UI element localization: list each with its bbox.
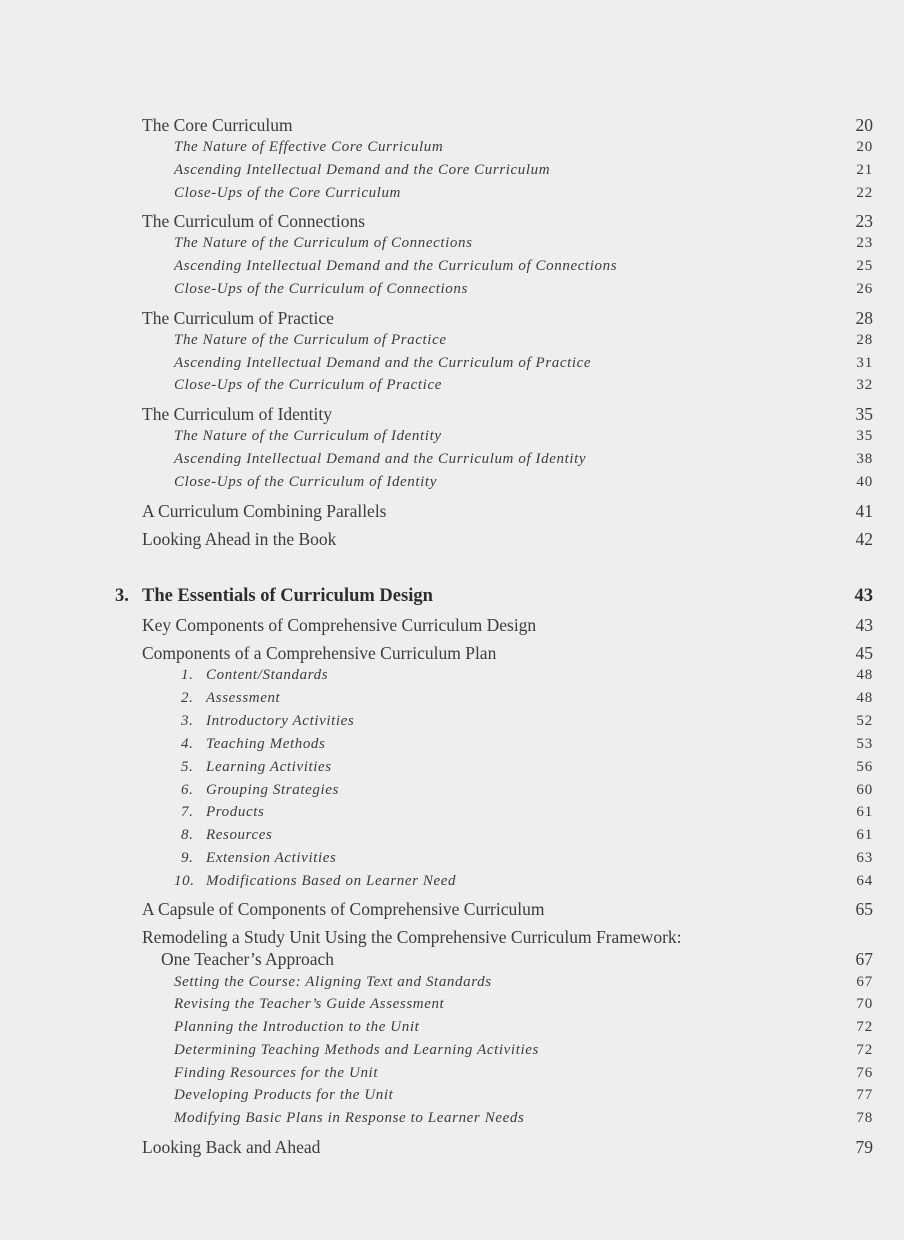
toc-subentry-number: 5. bbox=[181, 759, 194, 775]
toc-subentry bbox=[0, 713, 904, 735]
toc-entry-page: 43 bbox=[855, 615, 873, 635]
toc-subentry bbox=[0, 804, 904, 826]
toc-subentry bbox=[0, 355, 904, 377]
toc-entry bbox=[0, 211, 904, 233]
toc-subentry-page: 77 bbox=[856, 1087, 873, 1103]
toc-subentry-page: 76 bbox=[856, 1065, 873, 1081]
toc-entry bbox=[0, 615, 904, 637]
toc-subentry bbox=[0, 162, 904, 184]
toc-subentry bbox=[0, 782, 904, 804]
toc-subentry bbox=[0, 974, 904, 996]
toc-subentry-title: Resources bbox=[206, 827, 273, 843]
toc-entry bbox=[0, 643, 904, 665]
toc-subentry-page: 63 bbox=[856, 850, 873, 866]
toc-subentry-page: 52 bbox=[856, 713, 873, 729]
toc-subentry-title: Ascending Intellectual Demand and the Curriculum of Identity bbox=[174, 451, 587, 467]
toc-subentry-number: 7. bbox=[181, 804, 194, 820]
toc-subentry-title: Close-Ups of the Curriculum of Identity bbox=[174, 474, 437, 490]
toc-subentry-page: 26 bbox=[856, 281, 873, 297]
toc-subentry-page: 20 bbox=[856, 139, 873, 155]
toc-subentry bbox=[0, 1110, 904, 1132]
chapter-number: 3. bbox=[115, 586, 129, 606]
chapter-title: The Essentials of Curriculum Design bbox=[142, 586, 433, 606]
toc-subentry-page: 70 bbox=[856, 996, 873, 1012]
toc-subentry-page: 25 bbox=[856, 258, 873, 274]
toc-subentry-title: Ascending Intellectual Demand and the Core Curriculum bbox=[174, 162, 551, 178]
toc-subentry bbox=[0, 667, 904, 689]
toc-subentry bbox=[0, 451, 904, 473]
toc-subentry-title: Modifying Basic Plans in Response to Learner Needs bbox=[174, 1110, 525, 1126]
toc-entry-title: Key Components of Comprehensive Curriculum Design bbox=[142, 615, 537, 635]
toc-subentry-page: 61 bbox=[856, 827, 873, 843]
toc-subentry-title: Assessment bbox=[206, 690, 281, 706]
toc-entry bbox=[0, 1137, 904, 1159]
toc-subentry-page: 23 bbox=[856, 235, 873, 251]
toc-entry-page: 67 bbox=[855, 949, 873, 969]
toc-subentry-number: 4. bbox=[181, 736, 194, 752]
toc-entry-title: Remodeling a Study Unit Using the Comprehensive Curriculum Framework: bbox=[142, 927, 682, 947]
toc-subentry-title: Close-Ups of the Curriculum of Connections bbox=[174, 281, 468, 297]
toc-subentry-page: 60 bbox=[856, 782, 873, 798]
toc-entry-title: The Curriculum of Practice bbox=[142, 308, 334, 328]
toc-subentry-title: Introductory Activities bbox=[206, 713, 355, 729]
toc-subentry-number: 8. bbox=[181, 827, 194, 843]
toc-subentry bbox=[0, 428, 904, 450]
toc-subentry-title: The Nature of the Curriculum of Practice bbox=[174, 332, 447, 348]
toc-entry-page: 65 bbox=[855, 899, 873, 919]
toc-subentry-title: The Nature of Effective Core Curriculum bbox=[174, 139, 444, 155]
toc-subentry-page: 53 bbox=[856, 736, 873, 752]
toc-subentry-page: 40 bbox=[856, 474, 873, 490]
toc-subentry-title: Close-Ups of the Core Curriculum bbox=[174, 185, 401, 201]
chapter-page: 43 bbox=[854, 586, 873, 606]
toc-subentry-page: 38 bbox=[856, 451, 873, 467]
toc-entry bbox=[0, 899, 904, 921]
toc-subentry bbox=[0, 759, 904, 781]
toc-subentry-title: Ascending Intellectual Demand and the Curriculum of Connections bbox=[174, 258, 618, 274]
toc-subentry-title: The Nature of the Curriculum of Connections bbox=[174, 235, 473, 251]
toc-subentry-number: 2. bbox=[181, 690, 194, 706]
toc-entry bbox=[0, 404, 904, 426]
toc-subentry-title: Ascending Intellectual Demand and the Curriculum of Practice bbox=[174, 355, 592, 371]
toc-entry-title: A Capsule of Components of Comprehensive Curriculum bbox=[142, 899, 545, 919]
toc-entry-title: Looking Ahead in the Book bbox=[142, 529, 337, 549]
toc-entry-page: 23 bbox=[855, 211, 873, 231]
toc-entry-title: The Curriculum of Connections bbox=[142, 211, 366, 231]
toc-subentry-page: 31 bbox=[856, 355, 873, 371]
toc-subentry bbox=[0, 474, 904, 496]
toc-subentry-title: Extension Activities bbox=[206, 850, 337, 866]
toc-subentry-title: Close-Ups of the Curriculum of Practice bbox=[174, 377, 442, 393]
toc-entry-title: Components of a Comprehensive Curriculum Plan bbox=[142, 643, 497, 663]
toc-entry-page: 28 bbox=[855, 308, 873, 328]
toc-subentry bbox=[0, 1019, 904, 1041]
toc-entry-title: A Curriculum Combining Parallels bbox=[142, 501, 387, 521]
toc-subentry-page: 72 bbox=[856, 1019, 873, 1035]
toc-subentry-page: 32 bbox=[856, 377, 873, 393]
toc-entry-page: 35 bbox=[855, 404, 873, 424]
toc-subentry bbox=[0, 377, 904, 399]
toc-subentry bbox=[0, 996, 904, 1018]
toc-entry bbox=[0, 308, 904, 330]
toc-subentry-title: Content/Standards bbox=[206, 667, 329, 683]
toc-subentry-title: Determining Teaching Methods and Learning Activities bbox=[174, 1042, 539, 1058]
toc-entry-title: The Curriculum of Identity bbox=[142, 404, 333, 424]
toc-entry-page: 45 bbox=[855, 643, 873, 663]
toc-subentry bbox=[0, 139, 904, 161]
toc-subentry-number: 9. bbox=[181, 850, 194, 866]
toc-entry-page: 79 bbox=[855, 1137, 873, 1157]
toc-subentry-number: 10. bbox=[174, 873, 195, 889]
toc-subentry-page: 61 bbox=[856, 804, 873, 820]
toc-subentry-title: Modifications Based on Learner Need bbox=[206, 873, 457, 889]
toc-subentry-page: 48 bbox=[856, 667, 873, 683]
toc-subentry-page: 56 bbox=[856, 759, 873, 775]
toc-subentry-page: 35 bbox=[856, 428, 873, 444]
toc-entry-continued bbox=[0, 949, 904, 971]
toc-subentry bbox=[0, 850, 904, 872]
toc-entry-page: 42 bbox=[855, 529, 873, 549]
chapter-heading bbox=[0, 586, 904, 608]
toc-subentry bbox=[0, 1087, 904, 1109]
toc-entry-title: The Core Curriculum bbox=[142, 115, 293, 135]
toc-entry bbox=[0, 529, 904, 551]
toc-subentry-title: Setting the Course: Aligning Text and Standards bbox=[174, 974, 492, 990]
toc-entry-title: Looking Back and Ahead bbox=[142, 1137, 321, 1157]
toc-subentry-page: 48 bbox=[856, 690, 873, 706]
toc-subentry-title: Developing Products for the Unit bbox=[174, 1087, 394, 1103]
toc-subentry-page: 21 bbox=[856, 162, 873, 178]
toc-subentry bbox=[0, 185, 904, 207]
toc-subentry-title: Products bbox=[206, 804, 265, 820]
toc-subentry-title: Revising the Teacher’s Guide Assessment bbox=[174, 996, 445, 1012]
toc-subentry-title: Finding Resources for the Unit bbox=[174, 1065, 379, 1081]
toc-subentry-page: 64 bbox=[856, 873, 873, 889]
toc-subentry-title: The Nature of the Curriculum of Identity bbox=[174, 428, 442, 444]
toc-subentry bbox=[0, 736, 904, 758]
toc-subentry bbox=[0, 332, 904, 354]
toc-subentry-title: Teaching Methods bbox=[206, 736, 326, 752]
toc-subentry bbox=[0, 827, 904, 849]
toc-subentry-title: Grouping Strategies bbox=[206, 782, 339, 798]
toc-subentry bbox=[0, 235, 904, 257]
toc-subentry-title: Planning the Introduction to the Unit bbox=[174, 1019, 420, 1035]
toc-subentry bbox=[0, 258, 904, 280]
toc-subentry-page: 72 bbox=[856, 1042, 873, 1058]
toc-subentry bbox=[0, 281, 904, 303]
toc-subentry-title: Learning Activities bbox=[206, 759, 332, 775]
toc-entry bbox=[0, 927, 904, 949]
toc-subentry-number: 3. bbox=[181, 713, 194, 729]
toc-subentry-number: 6. bbox=[181, 782, 194, 798]
toc-subentry bbox=[0, 1065, 904, 1087]
toc-entry bbox=[0, 115, 904, 137]
toc-subentry bbox=[0, 690, 904, 712]
toc-entry bbox=[0, 501, 904, 523]
toc-subentry-page: 78 bbox=[856, 1110, 873, 1126]
toc-entry-page: 20 bbox=[855, 115, 873, 135]
toc-entry-title-continued: One Teacher’s Approach bbox=[161, 949, 335, 969]
toc-subentry bbox=[0, 873, 904, 895]
toc-subentry-page: 22 bbox=[856, 185, 873, 201]
toc-entry-page: 41 bbox=[855, 501, 873, 521]
toc-subentry bbox=[0, 1042, 904, 1064]
toc-subentry-page: 28 bbox=[856, 332, 873, 348]
toc-subentry-number: 1. bbox=[181, 667, 194, 683]
toc-subentry-page: 67 bbox=[856, 974, 873, 990]
